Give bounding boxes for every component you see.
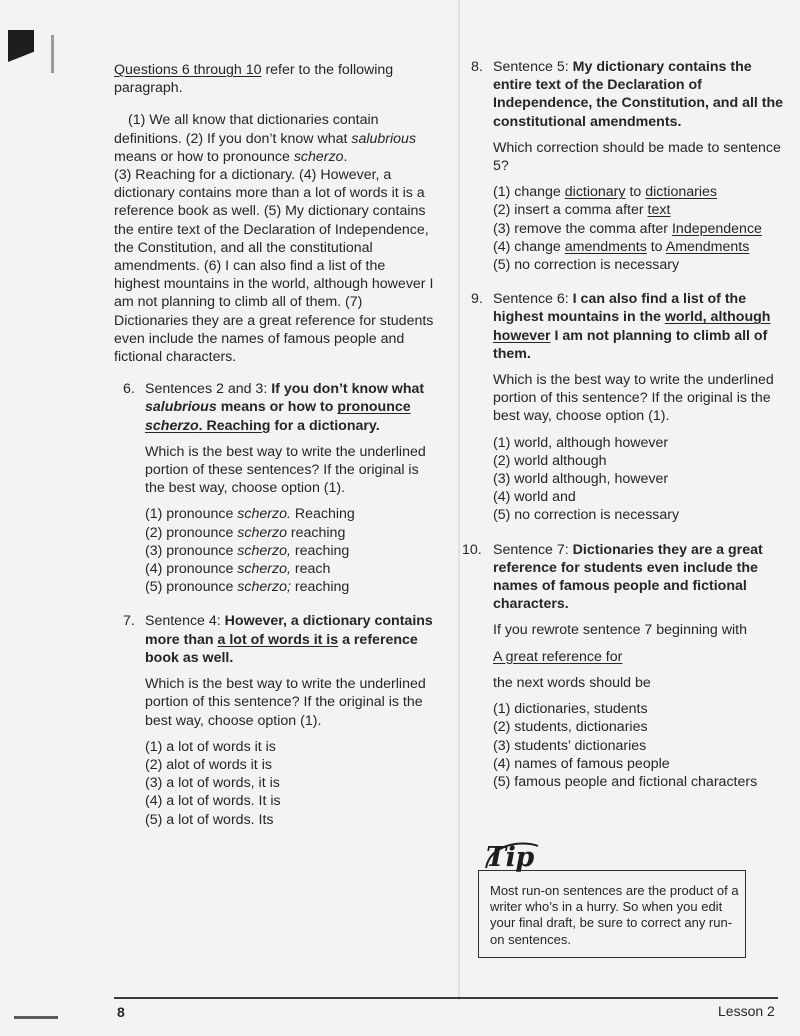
stem-underlined: world, although however [493,309,771,344]
stem-bold-italic: salubrious [145,399,217,416]
stem-bold: I can also find a list of the highest mountains in the [493,291,747,326]
right-column [462,58,784,807]
question-number: 8. [471,59,483,75]
intro-range: Questions 6 through 10 [114,62,262,78]
passage-text: (3) Reaching for a dictionary. (4) However, a dictionary contains more than a lot of words it is a reference book as well. (5) My dictionary contains the entire text of the Declaration of Independence, the Constitution, and all the constitutional amendments. (6) I can also find a list of the highest mountains in the world, although however I am not planning to climb all of them. (7) Dictionaries they are a great reference for students even include the names of famous people and fictional characters. [114,167,434,366]
passage-text: means or how to pronounce [114,148,294,165]
answer-option[interactable]: (2) pronounce scherzo reaching [145,524,346,541]
question-7 [114,612,434,828]
stem-bold: means or how to [216,399,338,416]
question-prompt: Which correction should be made to sentence 5? [493,139,781,175]
answer-option[interactable]: (1) pronounce scherzo. Reaching [145,506,355,523]
intro-line [114,61,434,97]
answer-option[interactable]: (2) insert a comma after text [493,202,671,219]
tip-text: Most run-on sentences are the product of a writer who’s in a hurry. So when you edit your final draft, be sure to correct any run-on sentences. [490,883,739,947]
question-prompt: Which is the best way to write the underlined portion of this sentence? If the original is the best way, choose option (1). [493,372,774,425]
answer-option[interactable]: (4) pronounce scherzo, reach [145,561,331,578]
passage-italic-word: scherzo [293,148,344,165]
question-prompt: Which is the best way to write the underlined portion of this sentence? If the original is the best way, choose option (1). [145,676,426,729]
answer-option[interactable]: (3) pronounce scherzo, reaching [145,542,350,559]
answer-option[interactable]: (3) students’ dictionaries [493,737,647,754]
stem-bold: Dictionaries they are a great reference for students even include the names of famous people and fictional characters. [493,541,763,613]
answer-option[interactable]: (1) world, although however [493,434,669,451]
answer-option[interactable]: (4) change amendments to Amendments [493,238,750,255]
footer-rule [114,997,778,999]
stem-lead: Sentence 6: [493,291,573,308]
stem-bold: My dictionary contains the entire text of the Declaration of Independence, the Constitution, and all the constitutional amendments. [493,59,784,130]
question-6 [114,380,434,596]
stem-bold: a reference book as well. [145,631,418,666]
question-stem [145,380,434,435]
rewrite-phrase: A great reference for [493,648,623,665]
question-prompt: If you rewrote sentence 7 beginning with [493,622,747,639]
question-stem [493,541,784,614]
question-number: 7. [123,613,135,630]
answer-option[interactable]: (4) a lot of words. It is [145,793,281,810]
question-stem [493,58,784,131]
question-stem [493,290,784,363]
question-prompt-2: the next words should be [493,674,651,691]
answer-options [145,505,434,596]
left-column [114,61,434,845]
question-10 [462,541,784,791]
question-number: 10. [462,541,482,558]
answer-option[interactable]: (1) change dictionary to dictionaries [493,184,717,201]
answer-options [493,183,784,274]
answer-option[interactable]: (1) dictionaries, students [493,701,648,718]
answer-option[interactable]: (2) alot of words it is [145,756,272,773]
page-corner-mark [8,30,34,62]
stem-bold: If you don’t know what [271,381,425,398]
answer-option[interactable]: (5) no correction is necessary [493,257,680,274]
answer-option[interactable]: (5) no correction is necessary [493,507,680,524]
intro-rest: refer to the following paragraph. [114,62,394,97]
stem-bold: for a dictionary. [270,417,380,434]
answer-option[interactable]: (5) pronounce scherzo; reaching [145,579,350,596]
answer-option[interactable]: (5) a lot of words. Its [145,811,274,828]
answer-options [493,700,784,791]
question-prompt: Which is the best way to write the underlined portion of these sentences? If the original is the best way, choose option (1). [145,443,426,497]
answer-option[interactable]: (2) students, dictionaries [493,719,648,736]
stem-lead: Sentence 4: [145,613,225,630]
passage-text: . [343,148,348,165]
answer-options [145,738,434,829]
answer-option[interactable]: (4) names of famous people [493,755,670,772]
question-number: 6. [123,381,135,398]
answer-option[interactable]: (3) a lot of words, it is [145,775,280,792]
question-8 [462,58,784,274]
stem-underlined: a lot of words it is [217,631,339,648]
answer-option[interactable]: (2) world although [493,452,607,469]
page-margin-bar [51,35,54,73]
stem-underlined-italic: scherzo [145,417,199,434]
corner-mark [14,1016,58,1019]
stem-bold: However, a dictionary contains more than [145,613,433,648]
lesson-label: Lesson 2 [718,1003,775,1019]
passage-italic-word: salubrious [351,130,417,147]
passage-paragraph [114,111,434,366]
stem-lead: Sentence 7: [493,541,573,558]
stem-bold: I am not planning to climb all of them. [493,327,768,362]
answer-option[interactable]: (1) a lot of words it is [145,738,276,755]
center-fold [458,0,460,1000]
stem-underlined: . Reaching [198,417,271,434]
passage-text: (1) We all know that dictionaries contain definitions. (2) If you don’t know what [114,112,379,147]
stem-lead: Sentence 5: [493,59,573,75]
answer-option[interactable]: (5) famous people and fictional characters [493,773,758,790]
answer-option[interactable]: (3) world although, however [493,471,669,488]
stem-underlined: pronounce [337,399,411,416]
answer-option[interactable]: (4) world and [493,489,576,506]
answer-options [493,434,784,525]
page-number: 8 [117,1004,125,1020]
answer-option[interactable]: (3) remove the comma after Independence [493,220,762,237]
stem-lead: Sentences 2 and 3: [145,381,272,398]
question-number: 9. [471,291,483,308]
question-9 [462,290,784,524]
question-stem [145,612,434,667]
tip-title: Tip [486,842,534,873]
